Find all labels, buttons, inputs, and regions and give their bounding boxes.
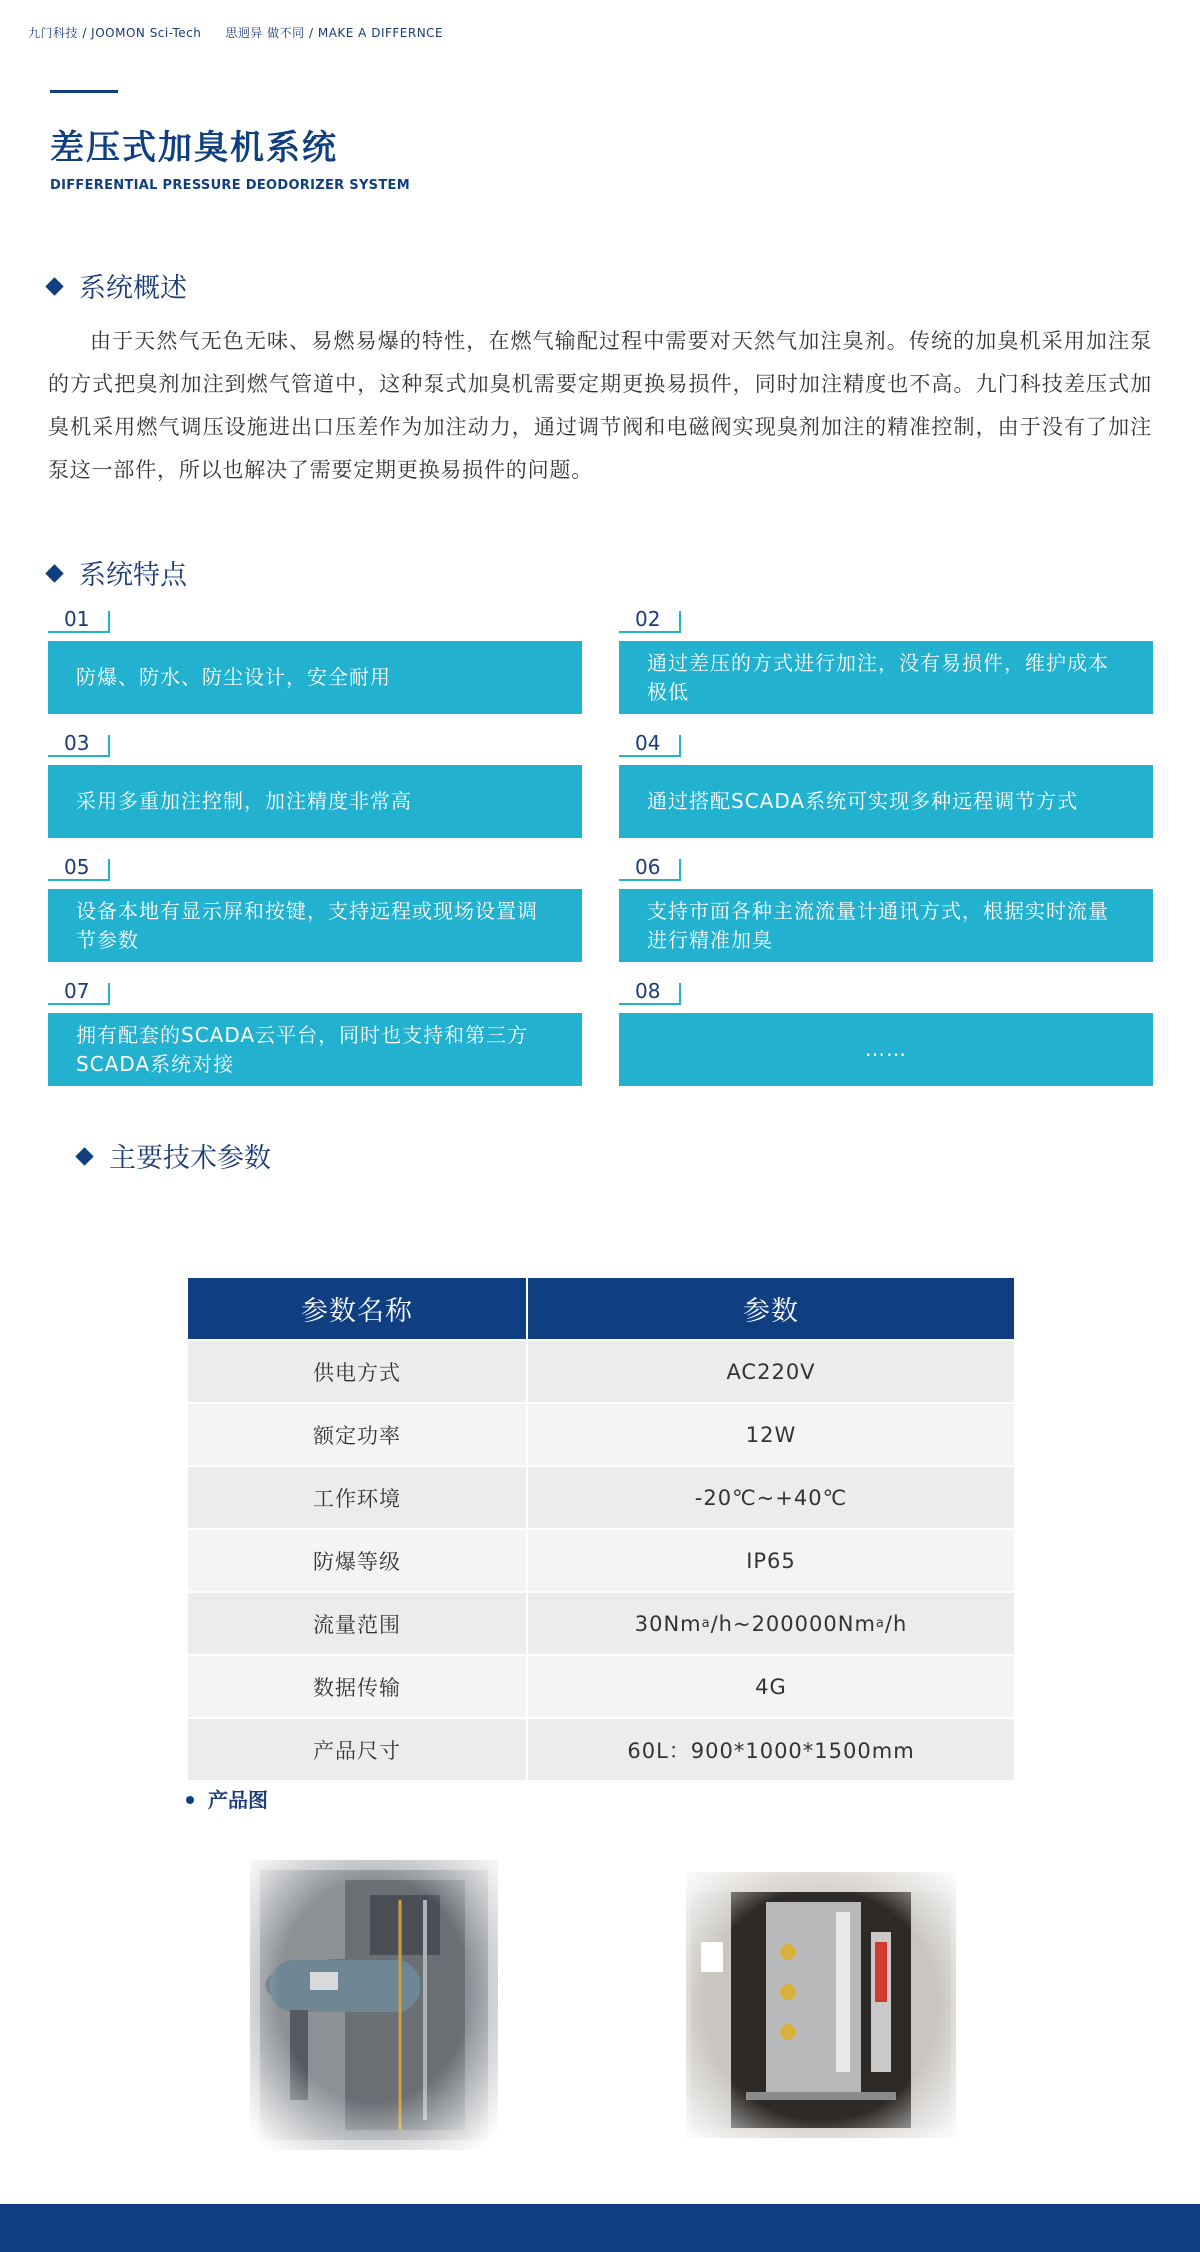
param-name: 产品尺寸: [188, 1719, 526, 1780]
title-accent-bar: [50, 90, 118, 93]
brand-company: 九门科技 / JOOMON Sci-Tech: [28, 26, 202, 40]
cabinet-unit-photo-icon: [686, 1872, 956, 2138]
dot-bullet-icon: [186, 1796, 194, 1804]
table-header-value: 参数: [528, 1278, 1014, 1339]
feature-text: 拥有配套的SCADA云平台，同时也支持和第三方SCADA系统对接: [48, 1013, 582, 1086]
feature-number: 05: [64, 855, 90, 879]
feature-text: 通过搭配SCADA系统可实现多种远程调节方式: [619, 765, 1153, 838]
feature-number: 02: [635, 607, 661, 631]
footer-bar: [0, 2204, 1200, 2252]
page-subtitle: DIFFERENTIAL PRESSURE DEODORIZER SYSTEM: [50, 178, 410, 193]
diamond-bullet-icon: [45, 277, 63, 295]
table-row: [188, 1404, 1014, 1465]
param-name: 防爆等级: [188, 1530, 526, 1591]
feature-number: 07: [64, 979, 90, 1003]
product-photo-2: [686, 1872, 956, 2138]
param-name: 供电方式: [188, 1341, 526, 1402]
table-row: [188, 1593, 1014, 1654]
feature-number: 04: [635, 731, 661, 755]
feature-text: 设备本地有显示屏和按键，支持远程或现场设置调节参数: [48, 889, 582, 962]
diamond-bullet-icon: [75, 1147, 93, 1165]
param-name: 额定功率: [188, 1404, 526, 1465]
feature-number: 08: [635, 979, 661, 1003]
product-images-title: 产品图: [208, 1788, 268, 1812]
feature-card: [48, 607, 582, 723]
feature-text: 支持市面各种主流流量计通讯方式，根据实时流量进行精准加臭: [619, 889, 1153, 962]
param-value: IP65: [528, 1530, 1014, 1591]
section-overview-heading: [48, 266, 187, 305]
table-row: [188, 1530, 1014, 1591]
brand-line: [28, 24, 443, 41]
feature-card: [48, 979, 582, 1095]
flow-sub-a: a: [875, 1616, 885, 1631]
flow-mid: /h~200000Nm: [710, 1611, 876, 1636]
param-value: 12W: [528, 1404, 1014, 1465]
feature-card: [619, 607, 1153, 723]
overview-paragraph: 由于天然气无色无味、易燃易爆的特性，在燃气输配过程中需要对天然气加注臭剂。传统的加臭机采用加注泵的方式把臭剂加注到燃气管道中，这种泵式加臭机需要定期更换易损件，同时加注精度也不高。九门科技差压式加臭机采用燃气调压设施进出口压差作为加注动力，通过调节阀和电磁阀实现臭剂加注的精准控制，由于没有了加注泵这一部件，所以也解决了需要定期更换易损件的问题。: [48, 329, 1152, 482]
section-features-title: 系统特点: [79, 560, 187, 591]
table-body: [188, 1341, 1014, 1780]
param-value: AC220V: [528, 1341, 1014, 1402]
param-value: -20℃~+40℃: [528, 1467, 1014, 1528]
brand-slogan: 思迥异 做不同 / MAKE A DIFFERNCE: [225, 26, 444, 40]
feature-text: 防爆、防水、防尘设计，安全耐用: [48, 641, 582, 714]
table-row: [188, 1719, 1014, 1780]
param-name: 流量范围: [188, 1593, 526, 1654]
table-row: [188, 1341, 1014, 1402]
section-params-title: 主要技术参数: [109, 1143, 271, 1174]
product-images-heading: [186, 1784, 268, 1813]
table-row: [188, 1656, 1014, 1717]
param-name: 数据传输: [188, 1656, 526, 1717]
param-value: 60L：900*1000*1500mm: [528, 1719, 1014, 1780]
flow-min-unit: 30Nm: [634, 1611, 702, 1636]
feature-number: 03: [64, 731, 90, 755]
feature-text: ……: [619, 1013, 1153, 1086]
feature-text: 采用多重加注控制，加注精度非常高: [48, 765, 582, 838]
deodorizer-unit-photo-icon: [250, 1860, 498, 2150]
product-photo-1: [250, 1860, 498, 2150]
section-params-heading: [78, 1136, 271, 1175]
section-features-heading: [48, 553, 187, 592]
flow-tail: /h: [884, 1611, 908, 1636]
feature-card: [48, 855, 582, 971]
feature-card: [619, 979, 1153, 1095]
page-title: 差压式加臭机系统: [50, 128, 338, 168]
param-name: 工作环境: [188, 1467, 526, 1528]
feature-number: 06: [635, 855, 661, 879]
table-row: [188, 1467, 1014, 1528]
params-table: [188, 1278, 1014, 1780]
diamond-bullet-icon: [45, 564, 63, 582]
feature-text: 通过差压的方式进行加注，没有易损件，维护成本极低: [619, 641, 1153, 714]
param-value: 4G: [528, 1656, 1014, 1717]
feature-card: [48, 731, 582, 847]
table-header-row: [188, 1278, 1014, 1339]
feature-card: [619, 855, 1153, 971]
feature-number: 01: [64, 607, 90, 631]
flow-sub-a: a: [701, 1616, 711, 1631]
feature-card: [619, 731, 1153, 847]
param-value: [528, 1593, 1014, 1654]
table-header-name: 参数名称: [188, 1278, 526, 1339]
section-overview-title: 系统概述: [79, 273, 187, 304]
